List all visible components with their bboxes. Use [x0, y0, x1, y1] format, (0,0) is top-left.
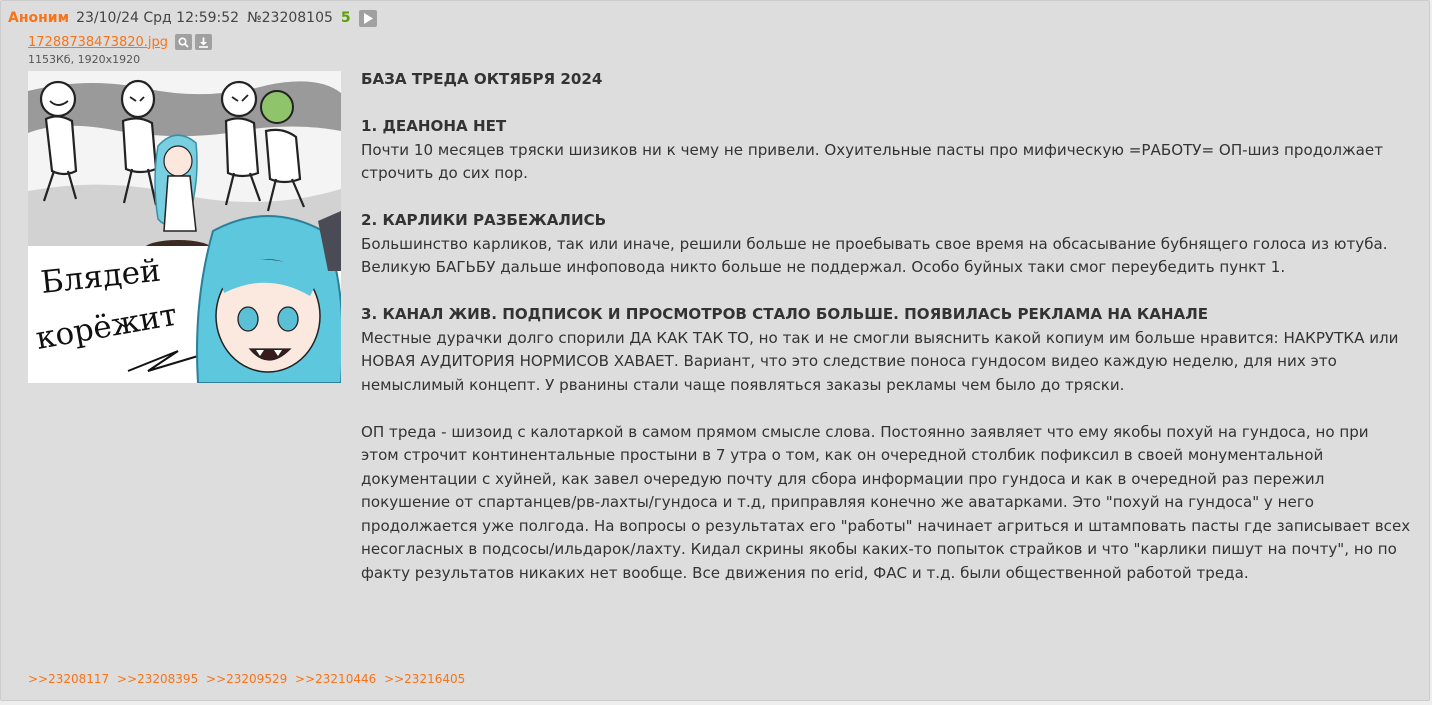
file-info	[28, 34, 212, 50]
image-caption-line2: корёжит	[33, 296, 180, 357]
post-image-thumbnail[interactable]	[28, 71, 341, 383]
section-4-text: ОП треда - шизоид с калотаркой в самом прямом смысле слова. Постоянно заявляет что ему якобы похуй на гундоса, но при этом строчит континентальные простыни в 7 утра о том, как он очередной столбик пофиксил в своей монументальной документации с хуйней, как завел очередую почту для сбора информации про гундоса и как в очередной раз пережил покушение от спартанцев/рв-лахты/гундоса и т.д, приправляя конечно же аватарками. Это "похуй на гундоса" у него продолжается уже полгода. На вопросы о результатах его "работы" начинает агриться и штамповать пасты где записывает всех несогласных в подсосы/ильдарок/лахту. Кидал скрины якобы каких-то попыток страйков и что "карлики пишут на почту", но по факту результатов никаких нет вообще. Все движения по erid, ФАС и т.д. были общественной работой треда.	[361, 422, 1411, 582]
reply-link[interactable]: >>23208117	[28, 672, 110, 686]
reply-link[interactable]: >>23210446	[295, 672, 377, 686]
section-1-heading: 1. ДЕАНОНА НЕТ	[361, 117, 507, 135]
file-download-button[interactable]	[195, 34, 212, 50]
reply-links	[28, 672, 469, 686]
post-number[interactable]: №23208105	[247, 10, 333, 26]
post-body	[361, 68, 1411, 585]
section-2-text: Большинство карликов, так или иначе, решили больше не проебывать свое время на обсасывание бубнящего голоса из ютуба. Великую БАГЬБУ дальше инфоповода никто больше не поддержал. Особо буйных таки смог переубедить пункт 1.	[361, 234, 1388, 276]
section-1-text: Почти 10 месяцев тряски шизиков ни к чему не привели. Охуительные пасты про мифическую =РАБОТУ= ОП-шиз продолжает строчить до сих пор.	[361, 140, 1383, 182]
file-search-button[interactable]	[175, 34, 192, 50]
image-caption-line1: Блядей	[39, 252, 163, 301]
reply-count: 5	[340, 10, 351, 26]
post-title: БАЗА ТРЕДА ОКТЯБРЯ 2024	[361, 70, 603, 88]
post-header	[8, 8, 377, 28]
reply-link[interactable]: >>23216405	[384, 672, 466, 686]
file-meta: 1153Кб, 1920x1920	[28, 53, 141, 66]
poster-name: Аноним	[8, 10, 70, 26]
download-icon	[198, 37, 209, 48]
section-2-heading: 2. КАРЛИКИ РАЗБЕЖАЛИСЬ	[361, 211, 607, 229]
section-3-heading: 3. КАНАЛ ЖИВ. ПОДПИСОК И ПРОСМОТРОВ СТАЛО БОЛЬШЕ. ПОЯВИЛАСЬ РЕКЛАМА НА КАНАЛЕ	[361, 305, 1209, 323]
play-icon	[363, 13, 373, 24]
post-datetime: 23/10/24 Срд 12:59:52	[76, 10, 240, 26]
reply-link[interactable]: >>23208395	[117, 672, 199, 686]
anime-meme-illustration	[28, 71, 341, 383]
section-3-text: Местные дурачки долго спорили ДА КАК ТАК ТО, но так и не смогли выяснить какой копиум им больше нравится: НАКРУТКА или НОВАЯ АУДИТОРИЯ НОРМИСОВ ХАВАЕТ. Вариант, что это следствие поноса гундосом видео каждую неделю, для них это немыслимый концепт. У рванины стали чаще появляться заказы рекламы чем было до тряски.	[361, 328, 1399, 394]
search-icon	[178, 37, 189, 48]
file-name-link[interactable]: 17288738473820.jpg	[28, 34, 169, 50]
reply-link[interactable]: >>23209529	[206, 672, 288, 686]
play-button[interactable]	[359, 10, 377, 27]
